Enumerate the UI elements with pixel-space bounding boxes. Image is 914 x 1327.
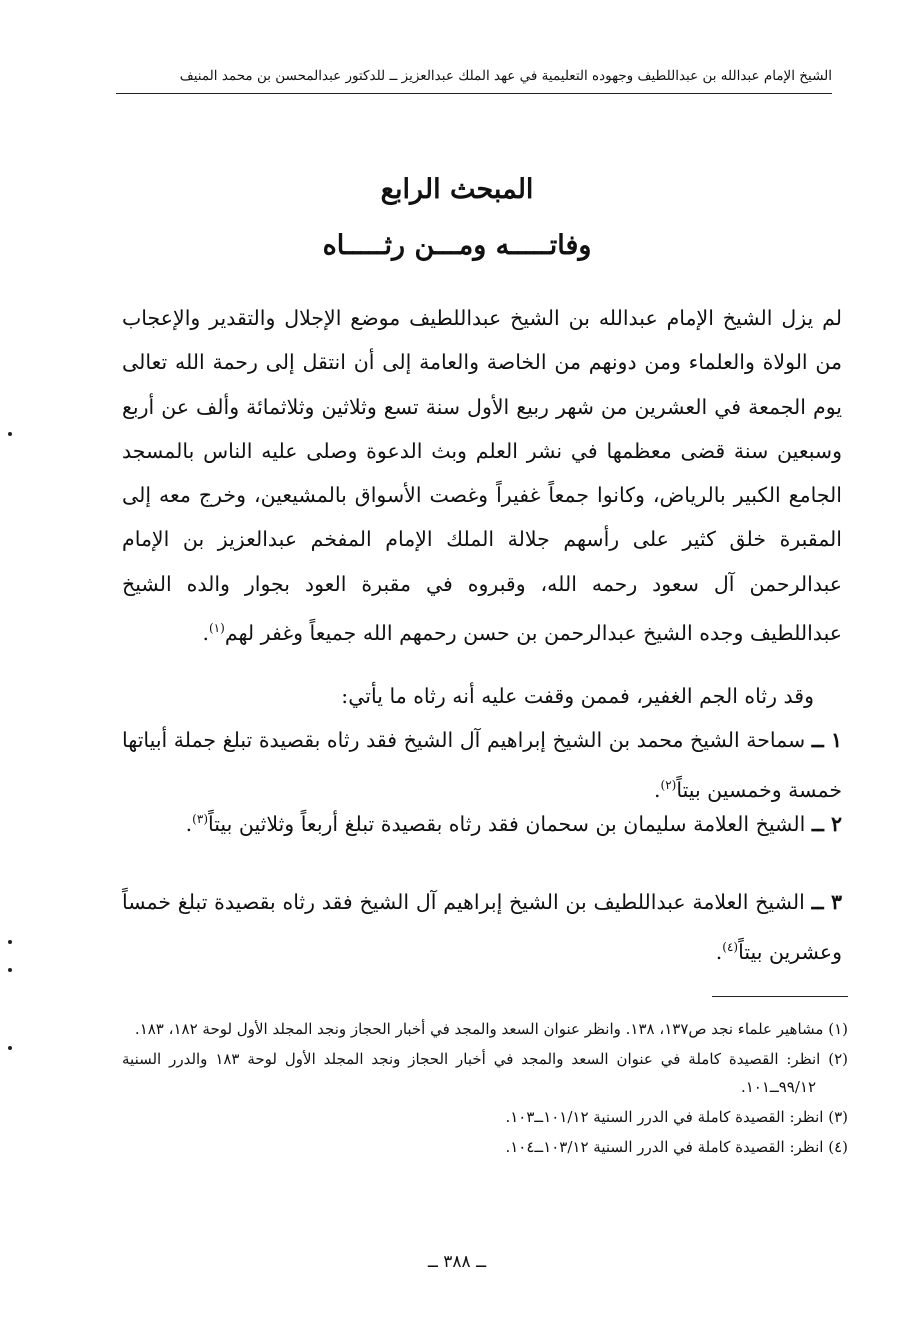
scan-mark — [8, 432, 12, 436]
header-rule — [116, 93, 832, 94]
footnote-ref-4: (٤) — [722, 940, 739, 954]
footnote: (١) مشاهير علماء نجد ص١٣٧، ١٣٨. وانظر عنوان السعد والمجد في أخبار الحجاز ونجد المجلد الأول لوحة ١٨٢، ١٨٣. — [134, 1020, 848, 1038]
footnote: (٤) انظر: القصيدة كاملة في الدرر السنية ١٠٣/١٢ــ١٠٤. — [505, 1138, 848, 1156]
list-item-number: ١ ــ — [811, 728, 842, 752]
scan-mark — [8, 1046, 12, 1050]
scan-mark — [8, 940, 12, 944]
footnote-ref-2: (٢) — [660, 778, 677, 792]
list-item-number: ٣ ــ — [811, 890, 842, 914]
elegies-intro: وقد رثاه الجم الغفير، فممن وقفت عليه أنه رثاه ما يأتي: — [341, 684, 814, 708]
list-item-text: الشيخ العلامة سليمان بن سحمان فقد رثاه بقصيدة تبلغ أربعاً وثلاثين بيتاً — [208, 811, 806, 836]
footnotes — [122, 1015, 848, 1163]
footnote: (٣) انظر: القصيدة كاملة في الدرر السنية ١٠١/١٢ــ١٠٣. — [505, 1108, 848, 1126]
running-header: الشيخ الإمام عبدالله بن عبداللطيف وجهوده التعليمية في عهد الملك عبدالعزيز ــ للدكتور عبدالمحسن بن محمد المنيف — [179, 68, 832, 84]
footnote-ref-1: (١) — [208, 621, 225, 636]
list-item-text: الشيخ العلامة عبداللطيف بن الشيخ إبراهيم آل الشيخ فقد رثاه بقصيدة تبلغ خمساً وعشرين بيتاً — [122, 890, 842, 964]
footnote-ref-3: (٣) — [192, 812, 208, 826]
body-paragraph-text: لم يزل الشيخ الإمام عبدالله بن الشيخ عبداللطيف موضع الإجلال والتقدير والإعجاب من الولاة والعلماء ومن دونهم من الخاصة والعامة إلى أن انتقل إلى رحمة الله تعالى يوم الجمعة في العشرين من شهر ربيع الأول سنة تسع وثلاثين وثلاثمائة وألف عن أربع وسبعين سنة قضى معظمها في نشر العلم وبث الدعوة وصلى عليه الناس بالمسجد الجامع الكبير بالرياض، وكانوا جمعاً غفيراً وغصت الأسواق بالمشيعين، وخرج معه إلى المقبرة خلق كثير على رأسهم جلالة الملك الإمام المفخم عبدالعزيز بن الإمام عبدالرحمن آل سعود رحمه الله، وقبروه في مقبرة العود بجوار والده الشيخ عبداللطيف وجده الشيخ عبدالرحمن بن حسن رحمهم الله جميعاً وغفر لهم — [122, 306, 842, 645]
section-title: وفاتـــــه ومـــن رثـــــاه — [322, 230, 592, 261]
body-paragraph: لم يزل الشيخ الإمام عبدالله بن الشيخ عبداللطيف موضع الإجلال والتقدير والإعجاب من الولاة والعلماء ومن دونهم من الخاصة والعامة إلى أن انتقل إلى رحمة الله تعالى يوم الجمعة في العشرين من شهر ربيع الأول سنة تسع وثلاثين وثلاثمائة وألف عن أربع وسبعين سنة قضى معظمها في نشر العلم وبث الدعوة وصلى عليه الناس بالمسجد الجامع الكبير بالرياض، وكانوا جمعاً غفيراً وغصت الأسواق بالمشيعين، وخرج معه إلى المقبرة خلق كثير على رأسهم جلالة الملك الإمام المفخم عبدالعزيز بن الإمام عبدالرحمن آل سعود رحمه الله، وقبروه في مقبرة العود بجوار والده الشيخ عبداللطيف وجده الشيخ عبدالرحمن بن حسن رحمهم الله جميعاً وغفر لهم$^{(١)}$. — [122, 306, 842, 645]
list-item: ٢ ــ الشيخ العلامة سليمان بن سحمان فقد رثاه بقصيدة تبلغ أربعاً وثلاثين بيتاً$^{(٣)}$. — [185, 811, 842, 836]
section-number: المبحث الرابع — [380, 174, 534, 205]
scan-mark — [8, 968, 12, 972]
list-item: ١ ــ سماحة الشيخ محمد بن الشيخ إبراهيم آل الشيخ فقد رثاه بقصيدة تبلغ جملة أبياتها خمسة وخمسين بيتاً$^{(٢)}$. — [122, 728, 842, 802]
page-number: ــ ٣٨٨ ــ — [427, 1252, 487, 1272]
footnote: (٢) انظر: القصيدة كاملة في عنوان السعد والمجد في أخبار الحجاز ونجد المجلد الأول لوحة ١٨٣ والدرر السنية ٩٩/١٢ــ١٠١. — [122, 1050, 848, 1096]
list-item: ٣ ــ الشيخ العلامة عبداللطيف بن الشيخ إبراهيم آل الشيخ فقد رثاه بقصيدة تبلغ خمساً وعشرين بيتاً$^{(٤)}$. — [122, 890, 842, 964]
list-item-number: ٢ ــ — [811, 811, 842, 836]
footnote-rule — [712, 996, 848, 997]
list-item-text: سماحة الشيخ محمد بن الشيخ إبراهيم آل الشيخ فقد رثاه بقصيدة تبلغ جملة أبياتها خمسة وخمسين بيتاً — [122, 728, 842, 802]
